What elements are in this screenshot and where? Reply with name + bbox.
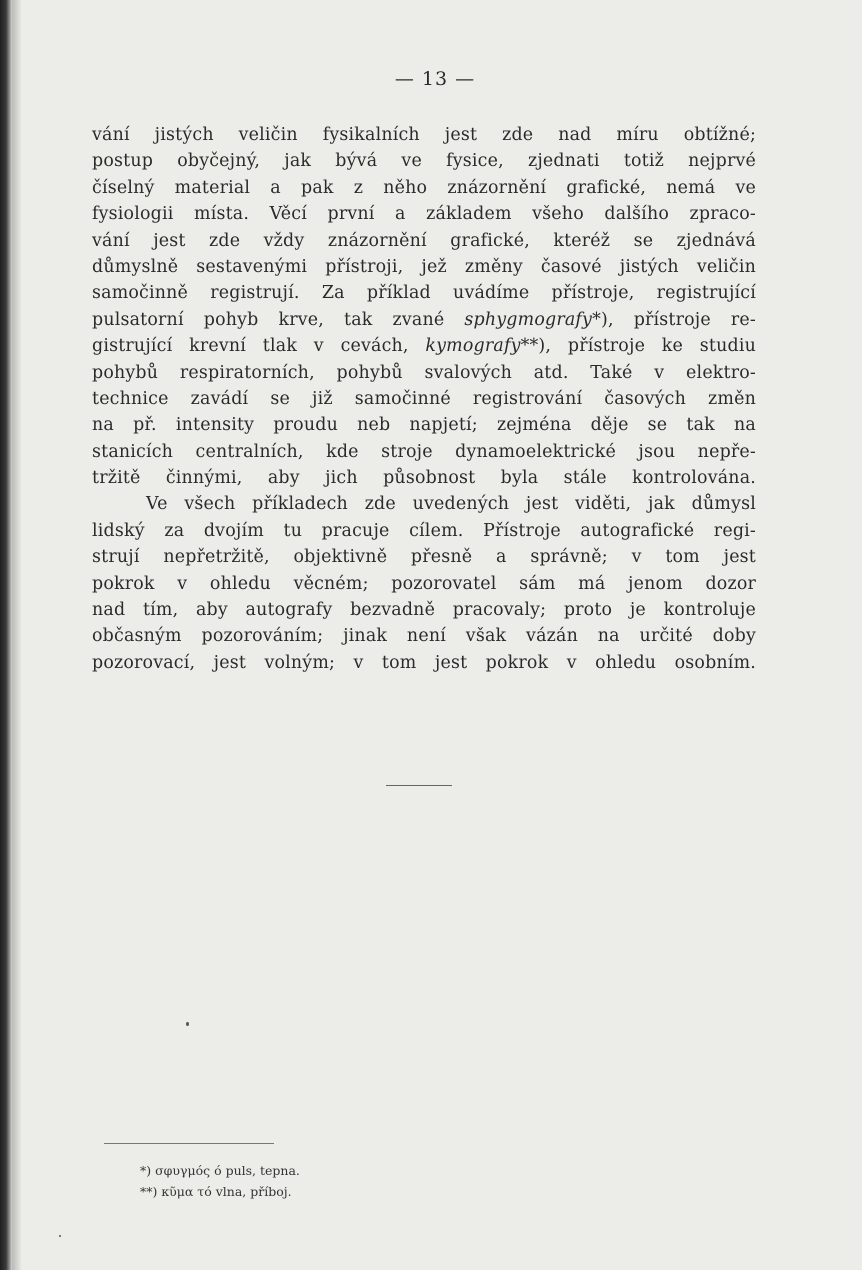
text-line: občasným pozorováním; jinak není však vázán na určité doby bbox=[92, 626, 756, 647]
footnote-2: **) κῦμα τό vlna, příboj. bbox=[140, 1184, 292, 1199]
text-line bbox=[92, 333, 756, 359]
section-divider-rule bbox=[386, 785, 452, 786]
text-line: pohybů respiratorních, pohybů svalových atd. Také v elektro- bbox=[92, 362, 756, 383]
text-line: fysiologii místa. Věcí první a základem všeho dalšího zpraco- bbox=[92, 204, 756, 225]
paragraph-end-line: pozorovací, jest volným; v tom jest pokrok v ohledu osobním. bbox=[92, 652, 756, 673]
paper-speck bbox=[186, 1022, 189, 1026]
text-line: vání jest zde vždy znázornění grafické, kteréž se zjednává bbox=[92, 230, 756, 251]
text-fragment: *), přístroje re- bbox=[592, 309, 756, 330]
footnote-separator-rule bbox=[104, 1143, 274, 1144]
book-spine-edge bbox=[0, 0, 12, 1270]
text-line: postup obyčejný, jak bývá ve fysice, zjednati totiž nejprvé bbox=[92, 151, 756, 172]
text-fragment: gistrující krevní tlak v cevách, bbox=[92, 336, 426, 357]
footnote-1: *) σφυγμός ó puls, tepna. bbox=[140, 1163, 300, 1178]
text-line: strují nepřetržitě, objektivně přesně a správně; v tom jest bbox=[92, 547, 756, 568]
page-number: — 13 — bbox=[394, 68, 476, 90]
text-line: číselný material a pak z něho znázornění grafické, nemá ve bbox=[92, 177, 756, 198]
text-line: lidský za dvojím tu pracuje cílem. Přístroje autografické regi- bbox=[92, 520, 756, 541]
text-line: stanicích centralních, kde stroje dynamoelektrické jsou nepře- bbox=[92, 441, 756, 462]
text-fragment: pulsatorní pohyb krve, tak zvané bbox=[92, 309, 465, 330]
text-line: samočinně registrují. Za příklad uvádíme přístroje, registrující bbox=[92, 283, 756, 304]
text-line bbox=[92, 307, 756, 333]
text-line: technice zavádí se již samočinné registrování časových změn bbox=[92, 388, 756, 409]
body-text bbox=[92, 122, 756, 676]
text-line: na př. intensity proudu neb napjetí; zejména děje se tak na bbox=[92, 415, 756, 436]
text-line: důmyslně sestavenými přístroji, jež změny časové jistých veličin bbox=[92, 256, 756, 277]
text-line: pokrok v ohledu věcném; pozorovatel sám má jenom dozor bbox=[92, 573, 756, 594]
text-fragment: **), přístroje ke studiu bbox=[520, 336, 756, 357]
footnotes bbox=[140, 1160, 300, 1202]
text-line: tržitě činnými, aby jich působnost byla stále kontrolována. bbox=[92, 468, 756, 489]
paragraph-start-line: Ve všech příkladech zde uvedených jest viděti, jak důmysl bbox=[146, 494, 756, 515]
text-line: nad tím, aby autografy bezvadně pracovaly; proto je kontroluje bbox=[92, 600, 756, 621]
italic-term-kymografy: kymografy bbox=[425, 336, 521, 357]
italic-term-sphygmografy: sphygmografy bbox=[464, 309, 593, 330]
paper-speck bbox=[59, 1235, 61, 1237]
text-line: vání jistých veličin fysikalních jest zde nad míru obtížné; bbox=[92, 125, 756, 145]
gutter-shadow bbox=[12, 0, 22, 1270]
